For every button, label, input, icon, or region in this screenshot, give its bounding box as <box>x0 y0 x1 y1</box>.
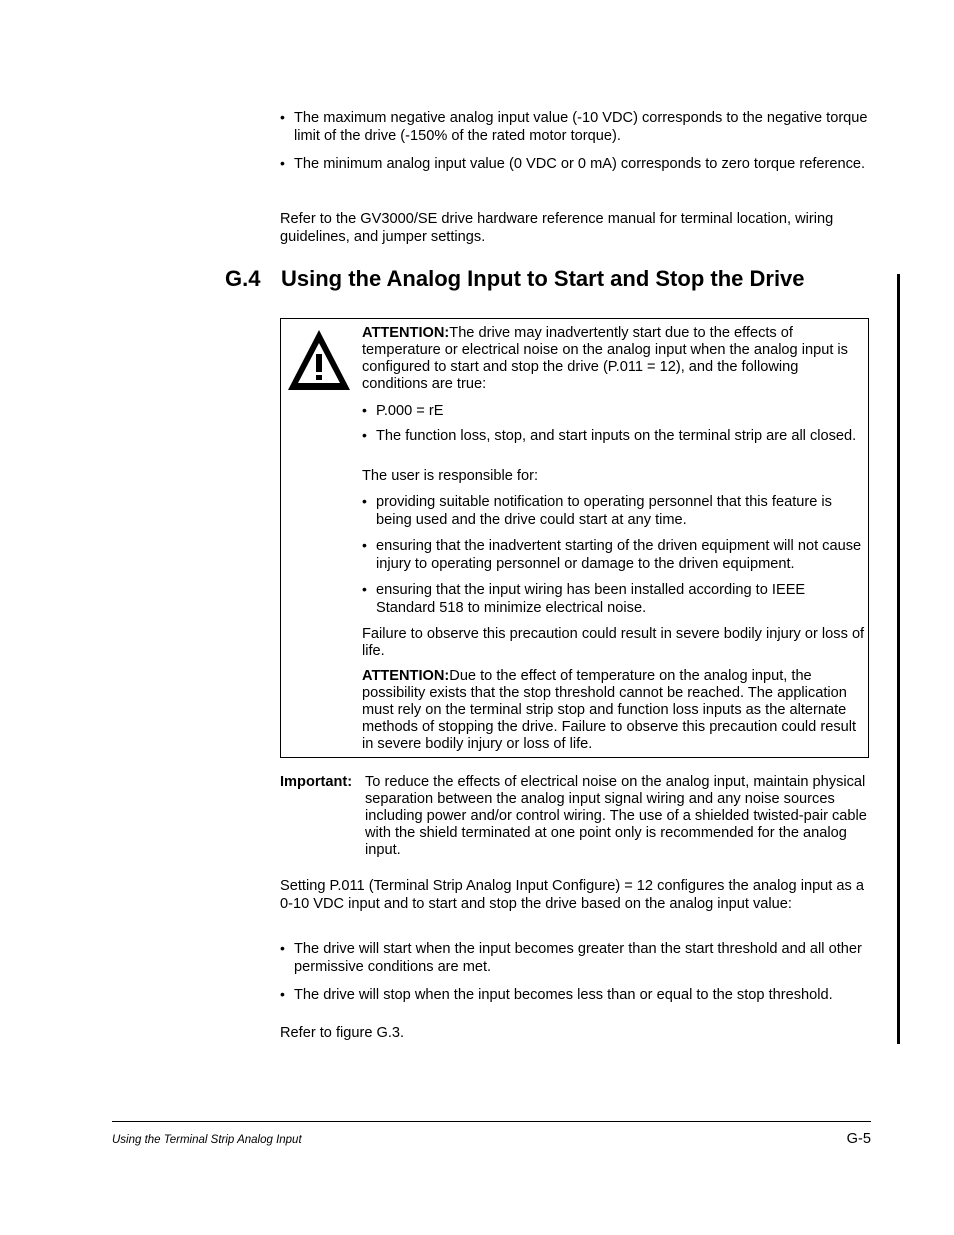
setting-paragraph: Setting P.011 (Terminal Strip Analog Input Configure) = 12 configures the analog input as a 0-10 VDC input and to start and stop the drive based on the analog input value: <box>280 878 864 912</box>
important-text: To reduce the effects of electrical noise on the analog input, maintain physical separation between the analog input signal wiring and any noise sources including power and/or control wiring. The use of a shielded twisted-pair cable with the shield terminated at one point only is recommended for the analog input. <box>365 774 867 858</box>
change-bar <box>897 274 900 1044</box>
attention-body: The drive may inadvertently start due to the effects of temperature or electrical noise on the analog input when the analog input is configured to start and stop the drive (P.011 = 12), and the following conditions are true: <box>362 325 848 392</box>
list-item: • providing suitable notification to operating personnel that this feature is being used and the drive could start at any time. <box>362 494 867 529</box>
list-item: • The maximum negative analog input value (-10 VDC) corresponds to the negative torque limit of the drive (-150% of the rated motor torque). <box>280 110 872 145</box>
attention-body: Due to the effect of temperature on the analog input, the possibility exists that the stop threshold cannot be reached. The application must rely on the terminal strip stop and function loss inputs as the alternate methods of stopping the drive. Failure to observe this precaution could result in severe bodily injury or loss of life. <box>362 668 857 752</box>
important-label: Important: <box>280 774 353 790</box>
responsible-intro-text: The user is responsible for: <box>362 468 539 484</box>
refer-manual-paragraph: Refer to the GV3000/SE drive hardware reference manual for terminal location, wiring guidelines, and jumper settings. <box>280 211 834 245</box>
attention-text-1 <box>362 325 867 393</box>
attention-label: ATTENTION: <box>362 325 450 341</box>
list-item: • ensuring that the input wiring has been installed according to IEEE Standard 518 to minimize electrical noise. <box>362 582 867 617</box>
list-item: • The function loss, stop, and start inputs on the terminal strip are all closed. <box>362 428 867 446</box>
responsibility-list <box>362 494 867 617</box>
list-item: • The drive will stop when the input becomes less than or equal to the stop threshold. <box>280 987 872 1005</box>
list-item: • The drive will start when the input becomes greater than the start threshold and all other permissive conditions are met. <box>280 941 872 976</box>
responsible-intro <box>362 468 867 485</box>
warning-triangle-icon <box>285 326 353 394</box>
section-title: Using the Analog Input to Start and Stop the Drive <box>281 266 805 291</box>
section-heading <box>225 264 875 294</box>
list-item: • P.000 = rE <box>362 403 867 421</box>
failure-text: Failure to observe this precaution could result in severe bodily injury or loss of life. <box>362 626 865 659</box>
intro-bullet-list <box>280 110 872 174</box>
footer-rule <box>112 1121 871 1122</box>
footer-title: Using the Terminal Strip Analog Input <box>112 1134 302 1146</box>
condition-list <box>362 403 867 445</box>
refer-figure-paragraph: Refer to figure G.3. <box>280 1025 405 1041</box>
setting-bullet-list <box>280 941 872 1005</box>
attention-label: ATTENTION: <box>362 668 450 684</box>
page-number: G-5 <box>846 1131 871 1147</box>
section-number: G.4 <box>225 266 261 291</box>
list-item: • ensuring that the inadvertent starting of the driven equipment will not cause injury to operating personnel or damage to the driven equipment. <box>362 538 867 573</box>
attention-text-2 <box>362 668 867 753</box>
list-item: • The minimum analog input value (0 VDC or 0 mA) corresponds to zero torque reference. <box>280 156 872 174</box>
failure-warning <box>362 626 867 660</box>
